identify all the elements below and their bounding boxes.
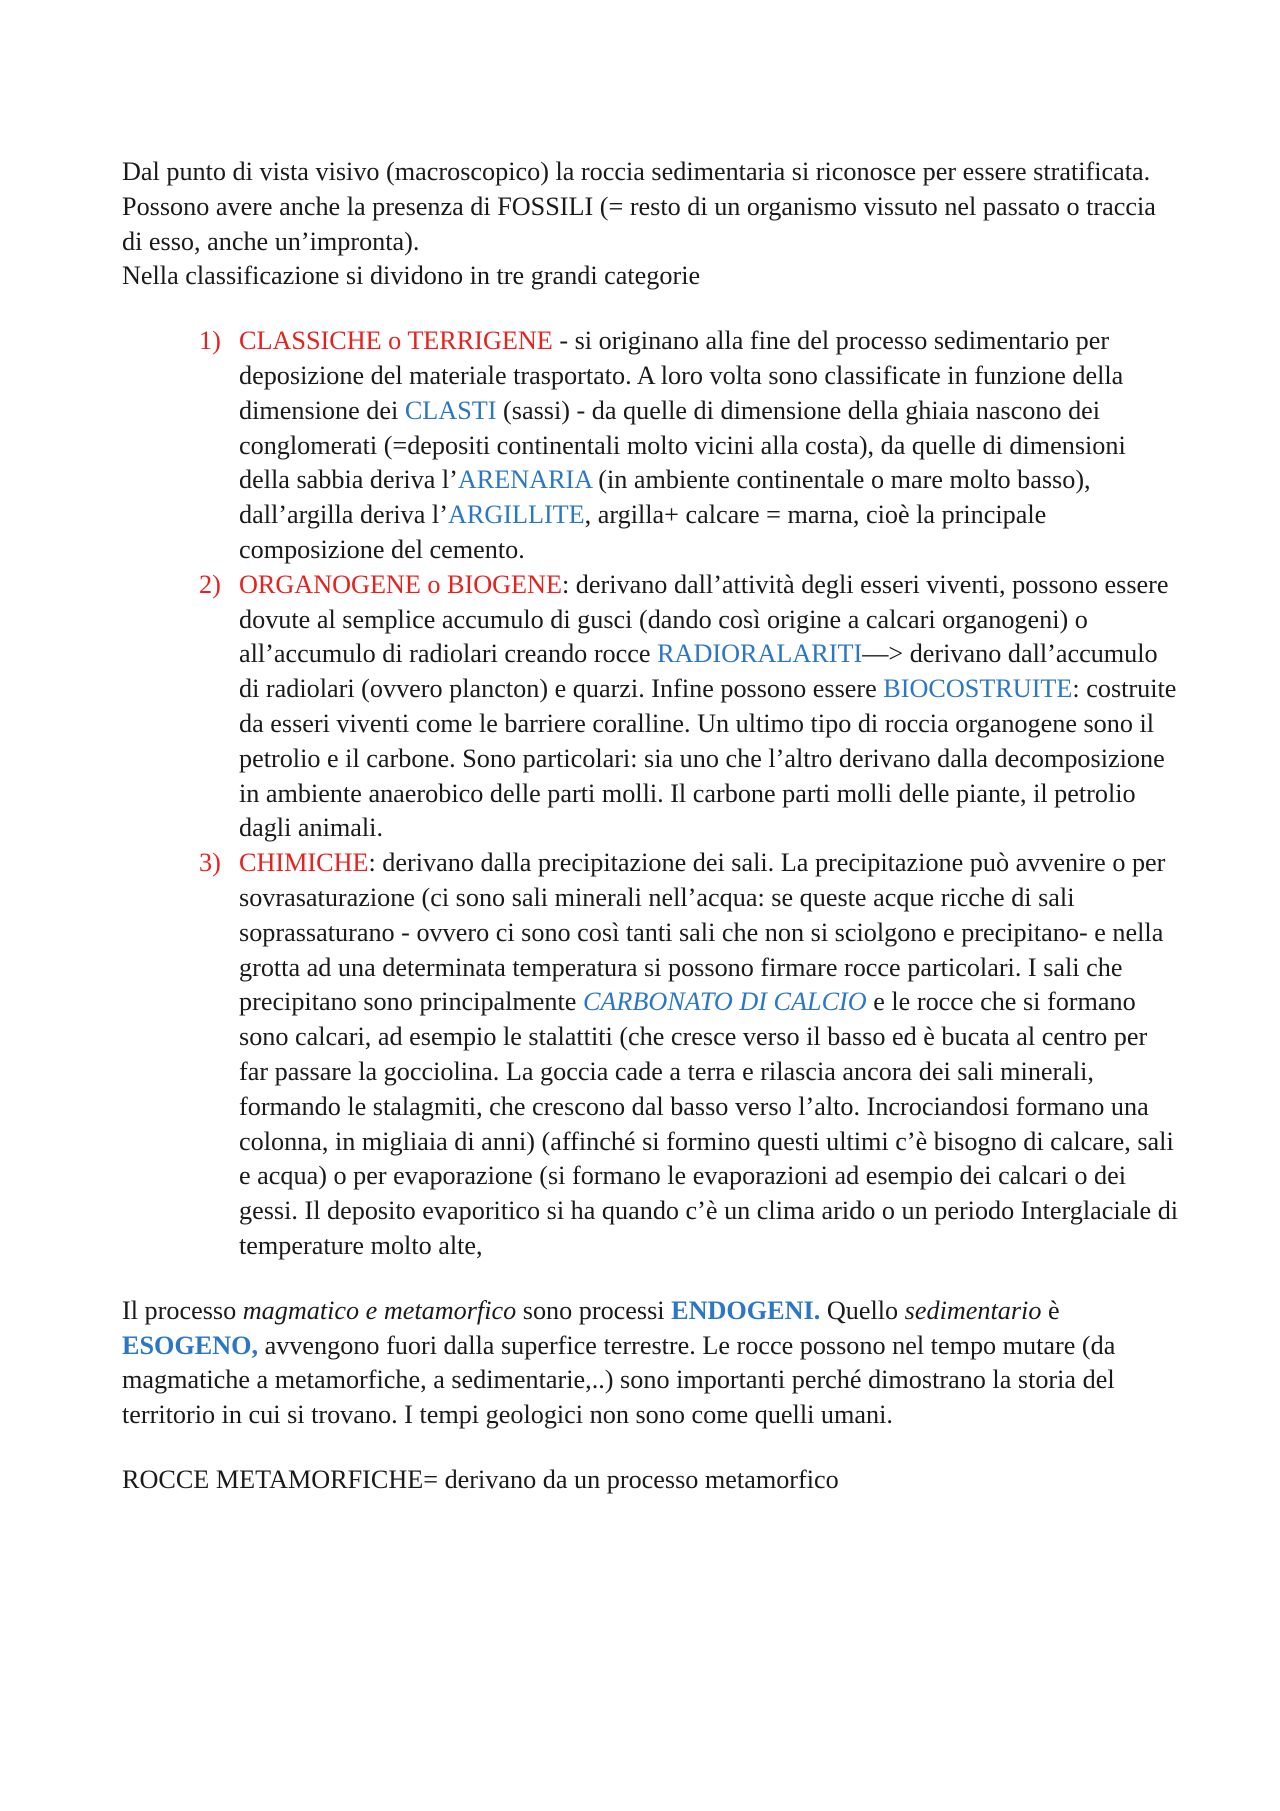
paragraph-text: magmatico e metamorfico <box>242 1295 517 1325</box>
intro-paragraph <box>122 155 1182 294</box>
list-item <box>199 846 1182 1264</box>
item-text: : costruite da esseri viventi come le barriere coralline. Un ultimo tipo di roccia organogene sono il petrolio e il carbone. Sono particolari: sia uno che l’altro derivano dalla decomposizione in ambiente anaerobico delle parti molli. Il carbone parti molli delle piante, il petrolio dagli animali. <box>239 674 1177 843</box>
list-item <box>199 568 1182 846</box>
keyword: CARBONATO DI CALCIO <box>582 987 867 1017</box>
intro-classification: Nella classificazione si dividono in tre grandi categorie <box>122 261 701 291</box>
metamorphic-heading: ROCCE METAMORFICHE= derivano da un processo metamorfico <box>122 1464 839 1494</box>
item-text: (sassi) - da quelle di dimensione della ghiaia nascono dei conglomerati (=depositi continentali molto vicini alla costa), da quelle di dimensioni della sabbia deriva l’ <box>239 395 1126 495</box>
paragraph-text: Il processo <box>122 1295 243 1325</box>
item-text: : derivano dall’attività degli esseri viventi, possono essere dovute al semplice accumulo di gusci (dando così origine a calcari organogeni) o all’accumulo di radiolari creando rocce <box>239 569 1169 669</box>
intro-text: Dal punto di vista visivo (macroscopico) la roccia sedimentaria si riconosce per essere stratificata. Possono avere anche la presenza di FOSSILI (= resto di un organismo vissuto nel passato o traccia di esso, anche un’impronta). <box>122 157 1156 256</box>
keyword-esogeno: ESOGENO, <box>122 1330 259 1360</box>
list-item <box>199 324 1182 568</box>
keyword: ARGILLITE <box>447 500 585 530</box>
item-number: 3) <box>199 848 221 878</box>
keyword: ARENARIA <box>457 465 592 495</box>
item-text: : derivano dalla precipitazione dei sali. La precipitazione può avvenire o per sovrasaturazione (ci sono sali minerali nell’acqua: se queste acque ricche di sali soprassaturano - ovvero ci sono così tanti sali che non si sciolgono e precipitano- e nella grotta ad una determinata temperatura si possono firmare rocce particolari. I sali che precipitano sono principalmente <box>239 848 1166 1017</box>
paragraph-text: è <box>1041 1295 1060 1325</box>
categories-list <box>122 324 1182 1264</box>
paragraph-text: sono processi <box>516 1295 672 1325</box>
item-text: e le rocce che si formano sono calcari, ad esempio le stalattiti (che cresce verso il basso ed è bucata al centro per far passare la gocciolina. La goccia cade a terra e rilascia ancora dei sali minerali, formando le stalagmiti, che crescono dal basso verso l’alto. Incrociandosi formano una colonna, in migliaia di anni) (affinché si formino questi ultimi c’è bisogno di calcare, sali e acqua) o per evaporazione (si formano le evaporazioni ad esempio dei calcari o dei gessi. Il deposito evaporitico si ha quando c’è un clima arido o un periodo Interglaciale di temperature molto alte, <box>239 987 1179 1260</box>
category-title: CHIMICHE <box>239 848 369 878</box>
keyword: BIOCOSTRUITE <box>883 674 1073 704</box>
processes-paragraph <box>122 1294 1182 1433</box>
item-text: - si originano alla fine del processo sedimentario per deposizione del materiale trasportato. A loro volta sono classificate in funzione della dimensione dei <box>239 326 1124 425</box>
item-text: (in ambiente continentale o mare molto basso), dall’argilla deriva l’ <box>239 465 1091 530</box>
paragraph-text: sedimentario <box>904 1295 1042 1325</box>
item-number: 2) <box>199 569 221 599</box>
paragraph-text: Quello <box>820 1295 905 1325</box>
item-number: 1) <box>199 326 221 356</box>
keyword-endogeni: ENDOGENI. <box>671 1295 821 1325</box>
paragraph-text: avvengono fuori dalla superfice terrestre. Le rocce possono nel tempo mutare (da magmatiche a metamorfiche, a sedimentarie,..) sono importanti perché dimostrano la storia del territorio in cui si trovano. I tempi geologici non sono come quelli umani. <box>122 1330 1116 1430</box>
category-title: ORGANOGENE o BIOGENE <box>239 569 562 599</box>
item-text: —> derivano dall’accumulo di radiolari (ovvero plancton) e quarzi. Infine possono essere <box>239 639 1158 704</box>
keyword: CLASTI <box>404 395 497 425</box>
keyword: RADIORALARITI <box>657 639 863 669</box>
document-page <box>122 155 1182 1498</box>
category-title: CLASSICHE o TERRIGENE <box>239 326 553 356</box>
item-text: , argilla+ calcare = marna, cioè la principale composizione del cemento. <box>239 500 1047 564</box>
